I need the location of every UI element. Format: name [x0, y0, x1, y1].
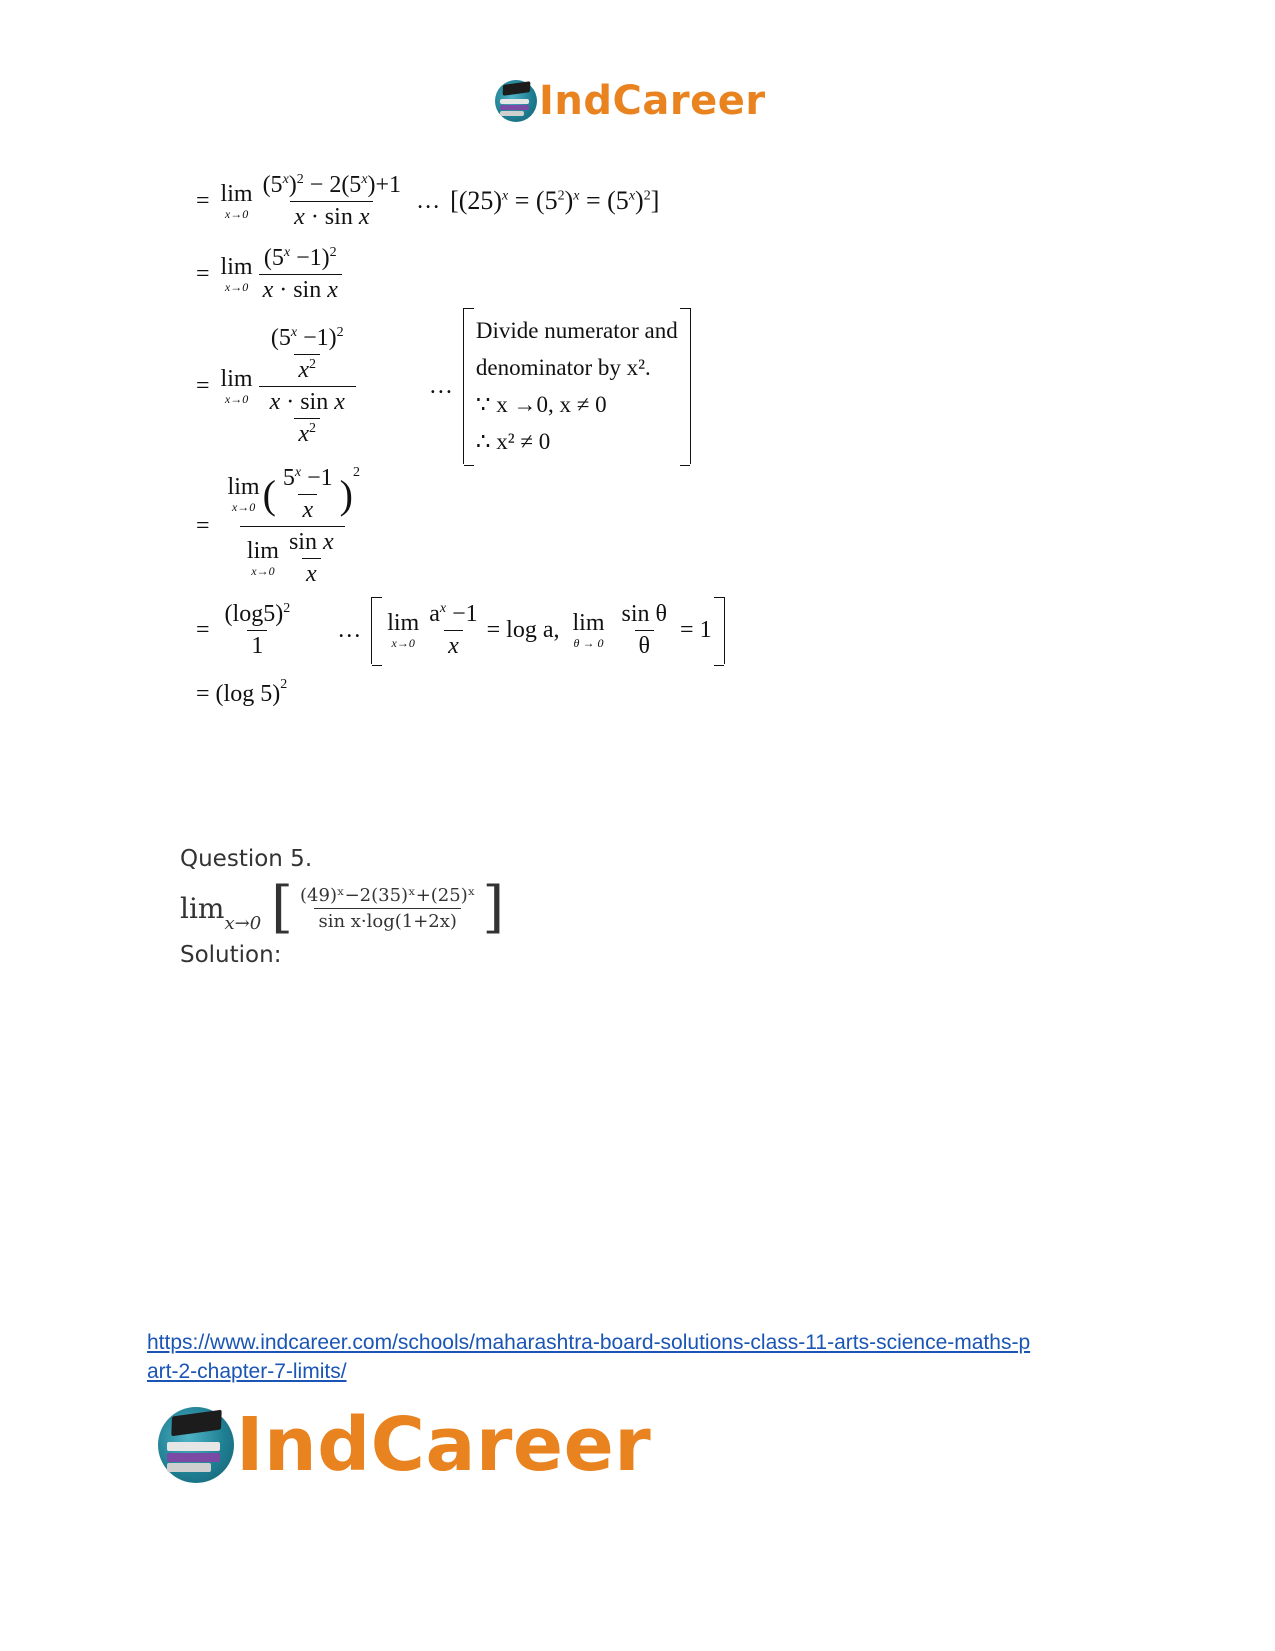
solution-label: Solution:: [180, 942, 282, 968]
standard-limits-note: lim x→0 $\frac{a^x -1}{x}$ = log a, lim θ → 0 $\frac{\text{sin θ}}{\theta}$ = 1: [371, 597, 724, 664]
limit-operator: lim x→0: [220, 366, 253, 406]
footer-logo: [158, 1402, 651, 1488]
math-line-5: = $\frac{(\log 5)^2}{1}$ … lim x→0 $\frac{a^x -1}{x}$ = log a, lim θ → 0 $\frac{\text{sin θ}}{\theta}$ = 1: [196, 591, 756, 669]
bracket-note: $[(25)^x = (5^2)^x = (5^x)^2]$: [450, 186, 660, 215]
fraction: lim x→0 ( $\frac{5^x -1}{x}$ ) $^2$ lim x→0 $\frac{\text{sin x}}{x}$: [227, 464, 360, 587]
footer-logo-text: IndCareer: [236, 1402, 652, 1488]
fraction: $\frac{(5^x -1)^2}{\text{x · sin x}}$: [259, 245, 342, 304]
note-box: Divide numerator and denominator by x². ∵ x →0, x ≠ 0 ∴ x² ≠ 0: [463, 308, 691, 464]
compound-fraction: $\frac{\frac{(5^x -1)^2}{x^2}}{\frac{\text{x · sin x}}{x^2}}$: [259, 325, 356, 448]
header-logo-text: IndCareer: [539, 78, 766, 124]
math-derivation: [196, 165, 756, 719]
logo-icon: [158, 1407, 234, 1483]
limit-operator: lim x→0: [220, 254, 253, 294]
source-link[interactable]: https://www.indcareer.com/schools/maharashtra-board-solutions-class-11-arts-science-maths-p art-2-chapter-7-limits/: [147, 1331, 1031, 1383]
fraction: $\frac{(5^x)^2 - 2(5^x)+1}{\text{x · sin x}}$: [262, 171, 402, 230]
question-fraction: $\frac{\text{(49)ˣ−2(35)ˣ+(25)ˣ}}{\text{sin x·log(1+2x)}}$: [300, 884, 476, 932]
logo-icon: [495, 80, 537, 122]
math-line-2: = lim x→0 $\frac{(5^x -1)^2}{\text{x · sin x}}$: [196, 237, 756, 311]
math-line-1: = lim x→0 $\frac{(5^x)^2 - 2(5^x)+1}{\text{x · sin x}}$ … $[(25)^x = (5^2)^x = (5^x)^2]$: [196, 171, 660, 230]
question-title: Question 5.: [180, 846, 313, 872]
math-line-3: = lim x→0 $\frac{\frac{(5^x -1)^2}{x^2}}{\frac{\text{x · sin x}}{x^2}}$ … Divide numerator and denominator by x². ∵ x →0, x ≠ 0 ∴ x² ≠ 0: [196, 311, 756, 461]
math-line-4: = lim x→0 ( $\frac{5^x -1}{x}$ ) $^2$ lim x→0 $\frac{\text{sin x}}{x}$: [196, 461, 756, 591]
math-line-6: = (log 5) $^2$: [196, 677, 288, 707]
question-expression: lim x→0 [ $\frac{\text{(49)ˣ−2(35)ˣ+(25)ˣ}}{\text{sin x·log(1+2x)}}$ ]: [180, 875, 505, 940]
limit-operator: lim x→0: [220, 181, 253, 221]
fraction: $\frac{(\log 5)^2}{1}$: [224, 600, 291, 659]
header-logo: [495, 78, 766, 124]
